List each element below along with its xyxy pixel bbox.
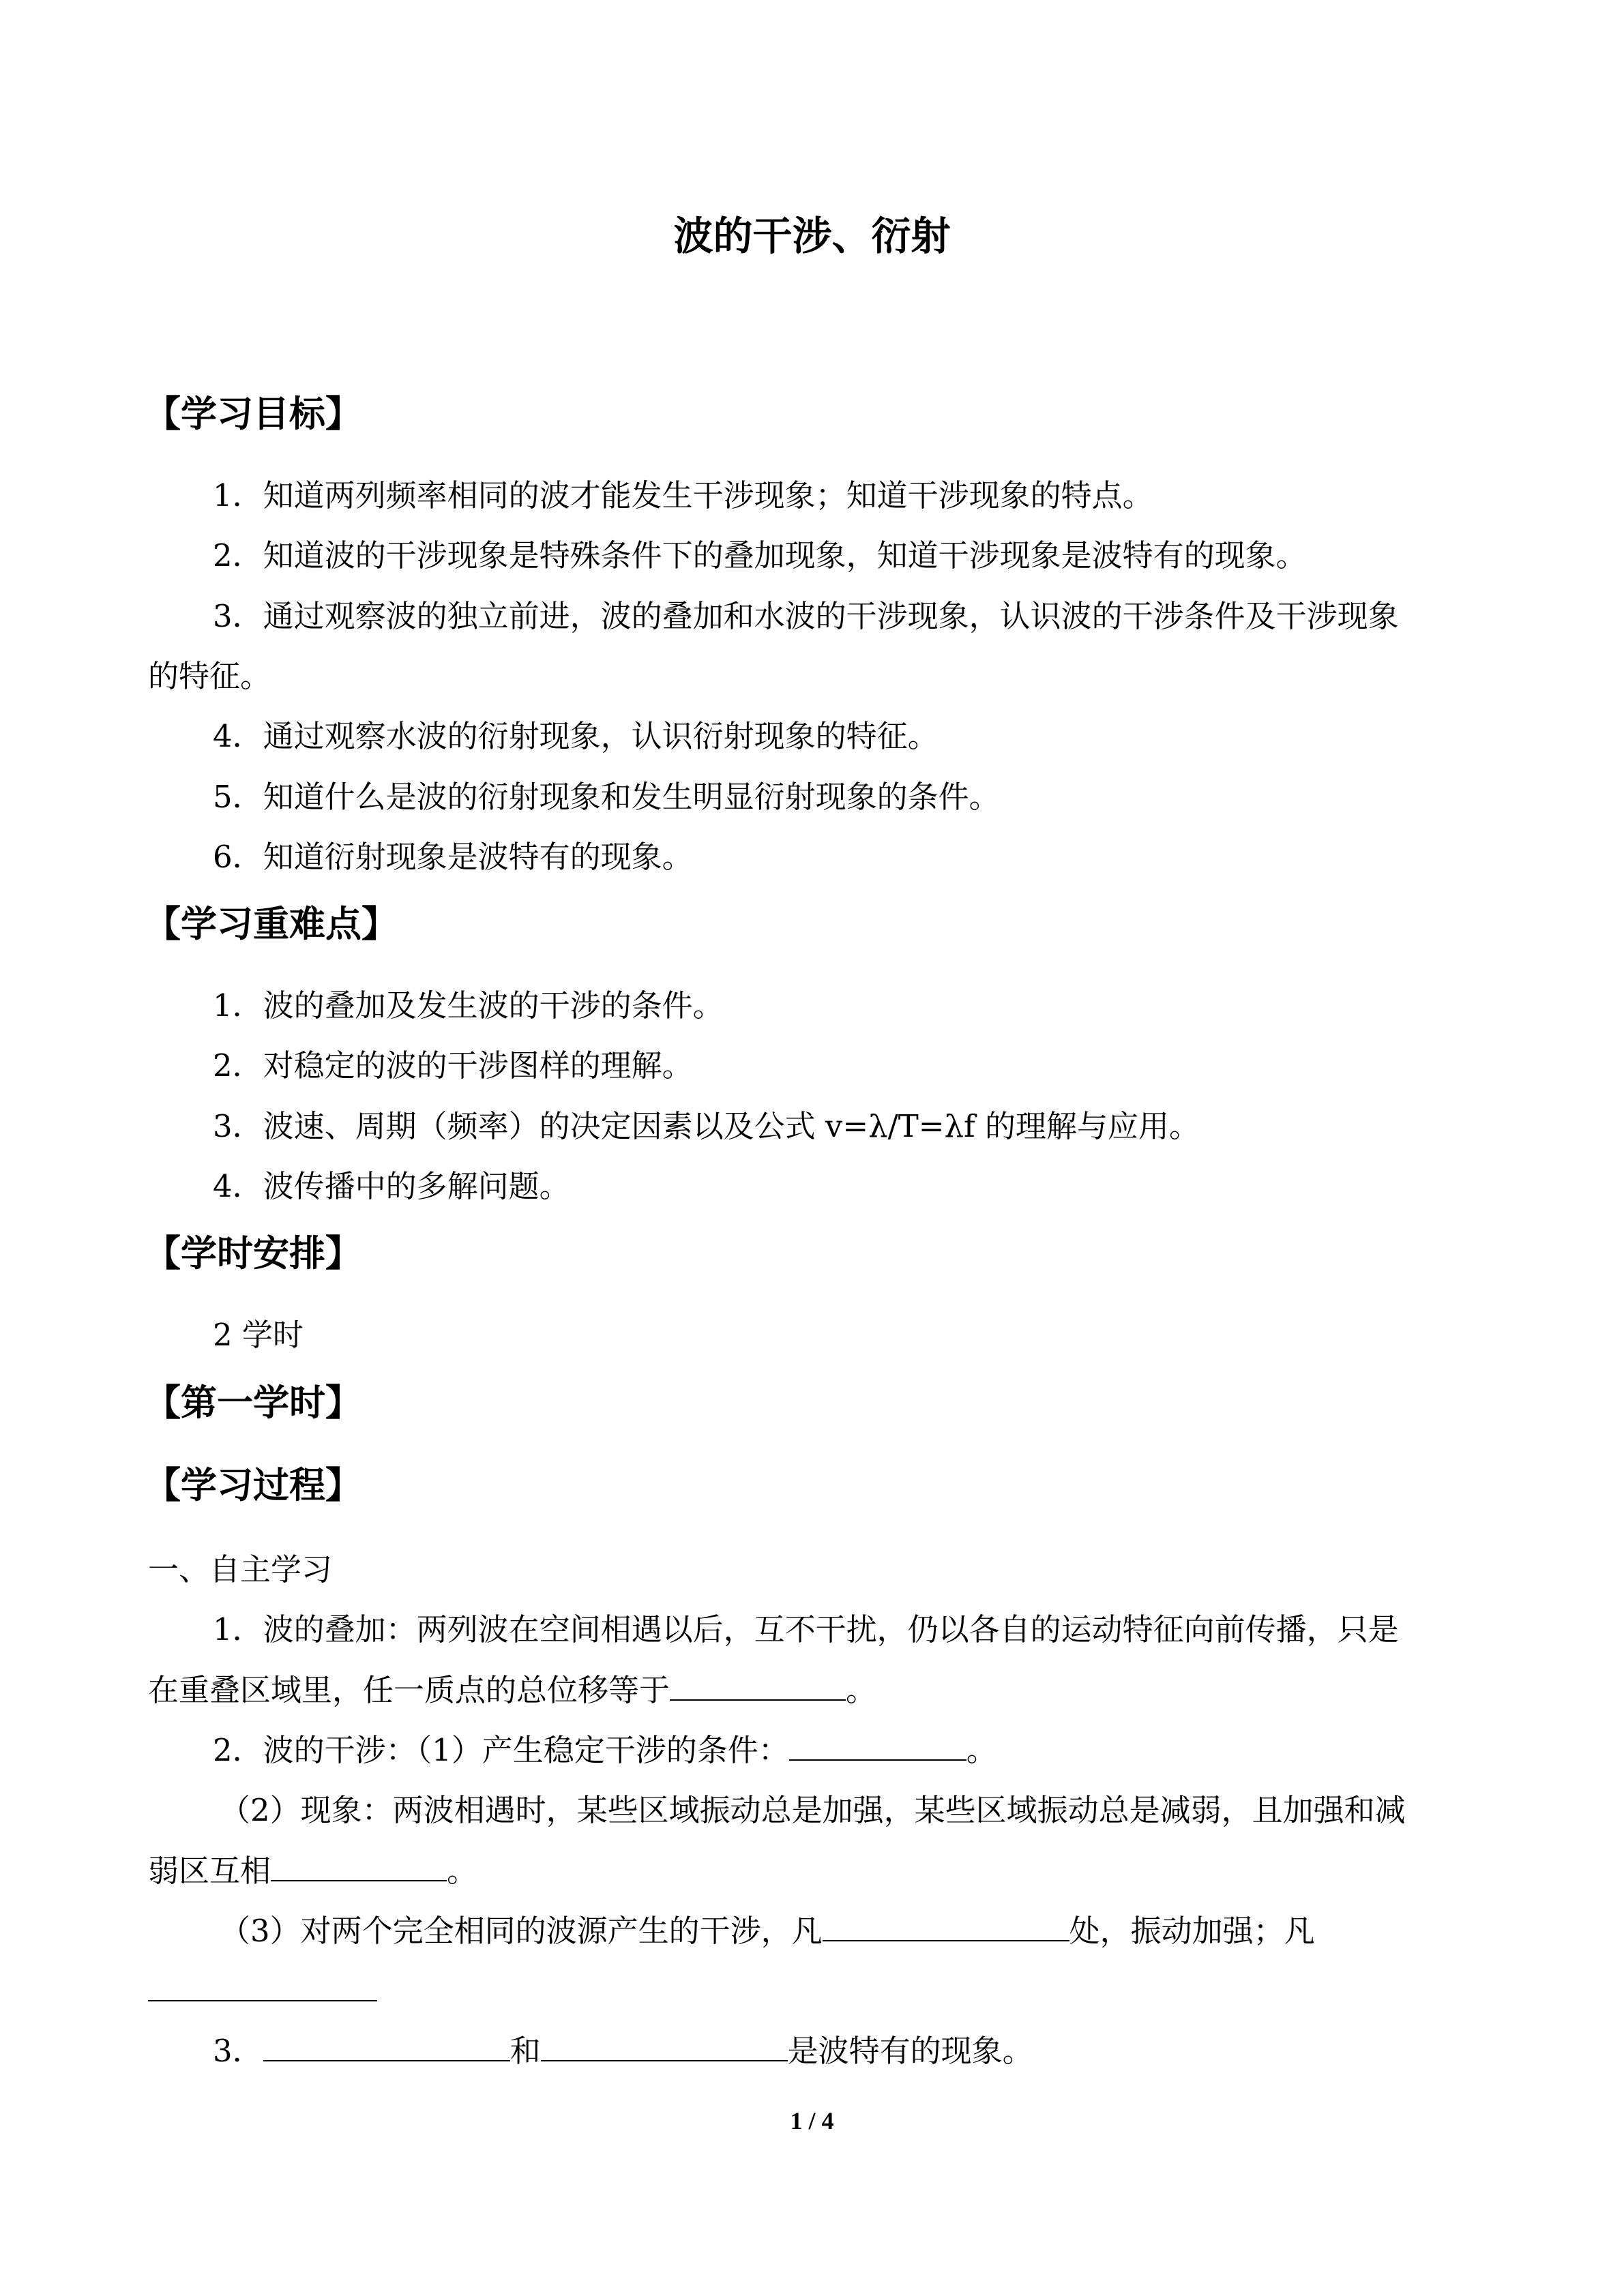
question-3-number: 3．: [213, 2033, 263, 2069]
question-3-mid: 和: [510, 2033, 541, 2069]
question-3-end: 是波特有的现象。: [787, 2033, 1033, 2069]
fill-blank[interactable]: [148, 1973, 377, 2001]
question-2-line-4: [220, 1911, 1315, 1952]
question-2-line-3: [148, 1851, 477, 1892]
question-2d-text: （3）对两个完全相同的波源产生的干涉，凡: [220, 1913, 823, 1949]
fill-blank[interactable]: [670, 1672, 846, 1701]
key-point-item: 4．波传播中的多解问题。: [213, 1168, 570, 1204]
key-points-heading: 【学习重难点】: [145, 904, 398, 945]
objective-item: 5．知道什么是波的衍射现象和发生明显衍射现象的条件。: [213, 779, 1000, 815]
schedule-heading: 【学时安排】: [145, 1233, 361, 1274]
fill-blank[interactable]: [263, 2033, 510, 2061]
question-1-line-2: [148, 1670, 876, 1711]
objectives-heading: 【学习目标】: [145, 393, 361, 435]
process-heading: 【学习过程】: [145, 1465, 361, 1506]
question-1-text: 在重叠区域里，任一质点的总位移等于: [148, 1672, 670, 1708]
self-study-subheading: 一、自主学习: [148, 1551, 333, 1587]
document-title: 波的干涉、衍射: [673, 213, 951, 259]
question-2c-text: 弱区互相: [148, 1853, 271, 1889]
key-point-item: 3．波速、周期（频率）的决定因素以及公式 v=λ/T=λf 的理解与应用。: [213, 1108, 1200, 1144]
objective-item: 6．知道衍射现象是波特有的现象。: [213, 839, 693, 875]
question-2d-mid: 处，振动加强；凡: [1069, 1913, 1315, 1949]
schedule-text: 2 学时: [213, 1317, 304, 1353]
question-2-end: 。: [966, 1732, 997, 1768]
question-2-line-2: （2）现象：两波相遇时，某些区域振动总是加强，某些区域振动总是减弱，且加强和减: [220, 1792, 1406, 1828]
key-point-item: 2．对稳定的波的干涉图样的理解。: [213, 1047, 693, 1084]
question-1-end: 。: [846, 1672, 877, 1708]
question-2-line-5: [148, 1971, 377, 2012]
question-1-line-1: 1．波的叠加：两列波在空间相遇以后，互不干扰，仍以各自的运动特征向前传播，只是: [213, 1611, 1399, 1648]
first-period-heading: 【第一学时】: [145, 1382, 361, 1424]
question-2-line-1: [213, 1730, 997, 1771]
question-3-line: [213, 2031, 1033, 2072]
fill-blank[interactable]: [789, 1732, 966, 1761]
question-2-text: 2．波的干涉：（1）产生稳定干涉的条件：: [213, 1732, 789, 1768]
fill-blank[interactable]: [541, 2033, 788, 2061]
question-2c-end: 。: [447, 1853, 478, 1889]
key-point-item: 1．波的叠加及发生波的干涉的条件。: [213, 987, 724, 1024]
objective-item: 3．通过观察波的独立前进，波的叠加和水波的干涉现象，认识波的干涉条件及干涉现象: [213, 598, 1399, 634]
fill-blank[interactable]: [823, 1913, 1069, 1941]
objective-item: 1．知道两列频率相同的波才能发生干涉现象；知道干涉现象的特点。: [213, 477, 1153, 513]
page-number: 1 / 4: [790, 2107, 834, 2134]
objective-item: 2．知道波的干涉现象是特殊条件下的叠加现象，知道干涉现象是波特有的现象。: [213, 537, 1307, 573]
objective-item: 4．通过观察水波的衍射现象，认识衍射现象的特征。: [213, 718, 939, 754]
fill-blank[interactable]: [271, 1853, 447, 1881]
objective-item-continuation: 的特征。: [148, 658, 271, 694]
